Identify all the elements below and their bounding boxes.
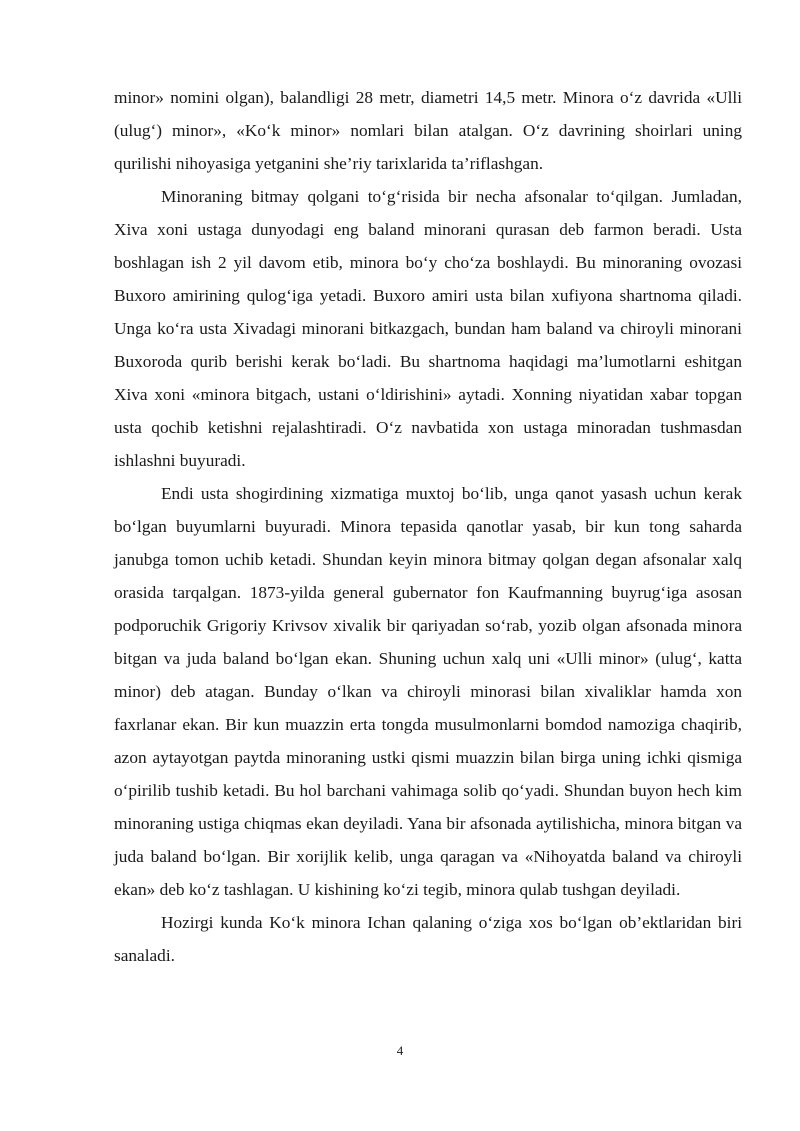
document-body bbox=[114, 81, 742, 972]
paragraph-4: Hozirgi kunda Ko‘k minora Ichan qalaning o‘ziga xos bo‘lgan ob’ektlaridan biri sanaladi. bbox=[114, 913, 742, 965]
page-number: 4 bbox=[396, 1043, 404, 1058]
paragraph-1: minor» nomini olgan), balandligi 28 metr, diametri 14,5 metr. Minora o‘z davrida «Ulli (ulug‘) minor», «Ko‘k minor» nomlari bilan atalgan. O‘z davrining shoirlari uning qurilishi nihoyasiga yetganini she’riy tarixlarida ta’riflashgan. bbox=[114, 88, 742, 173]
paragraph-3: Endi usta shogirdining xizmatiga muxtoj bo‘lib, unga qanot yasash uchun kerak bo‘lgan buyumlarni buyuradi. Minora tepasida qanotlar yasab, bir kun tong saharda janubga tomon uchib ketadi. Shundan keyin minora bitmay qolgan degan afsonalar xalq orasida tarqalgan. 1873-yilda general gubernator fon Kaufmanning buyrug‘iga asosan podporuchik Grigoriy Krivsov xivalik bir qariyadan so‘rab, yozib olgan afsonada minora bitgan va juda baland bo‘lgan ekan. Shuning uchun xalq uni «Ulli minor» (ulug‘, katta minor) deb atagan. Bunday o‘lkan va chiroyli minorasi bilan xivaliklar hamda xon faxrlanar ekan. Bir kun muazzin erta tongda musulmonlarni bomdod namoziga chaqirib, azon aytayotgan paytda minoraning ustki qismi muazzin bilan birga uning ichki qismiga o‘pirilib tushib ketadi. Bu hol barchani vahimaga solib qo‘yadi. Shundan buyon hech kim minoraning ustiga chiqmas ekan deyiladi. Yana bir afsonada aytilishicha, minora bitgan va juda baland bo‘lgan. Bir xorijlik kelib, unga qaragan va «Nihoyatda baland va chiroyli ekan» deb ko‘z tashlagan. U kishining ko‘zi tegib, minora qulab tushgan deyiladi. bbox=[114, 484, 742, 899]
paragraph-2: Minoraning bitmay qolgani to‘g‘risida bir necha afsonalar to‘qilgan. Jumladan, Xiva xoni ustaga dunyodagi eng baland minorani qurasan deb farmon beradi. Usta boshlagan ish 2 yil davom etib, minora bo‘y cho‘za boshlaydi. Bu minoraning ovozasi Buxoro amirining qulog‘iga yetadi. Buxoro amiri usta bilan xufiyona shartnoma qiladi. Unga ko‘ra usta Xivadagi minorani bitkazgach, bundan ham baland va chiroyli minorani Buxoroda qurib berishi kerak bo‘ladi. Bu shartnoma haqidagi ma’lumotlarni eshitgan Xiva xoni «minora bitgach, ustani o‘ldirishini» aytadi. Xonning niyatidan xabar topgan usta qochib ketishni rejalashtiradi. O‘z navbatida xon ustaga minoradan tushmasdan ishlashni buyuradi. bbox=[114, 187, 742, 470]
